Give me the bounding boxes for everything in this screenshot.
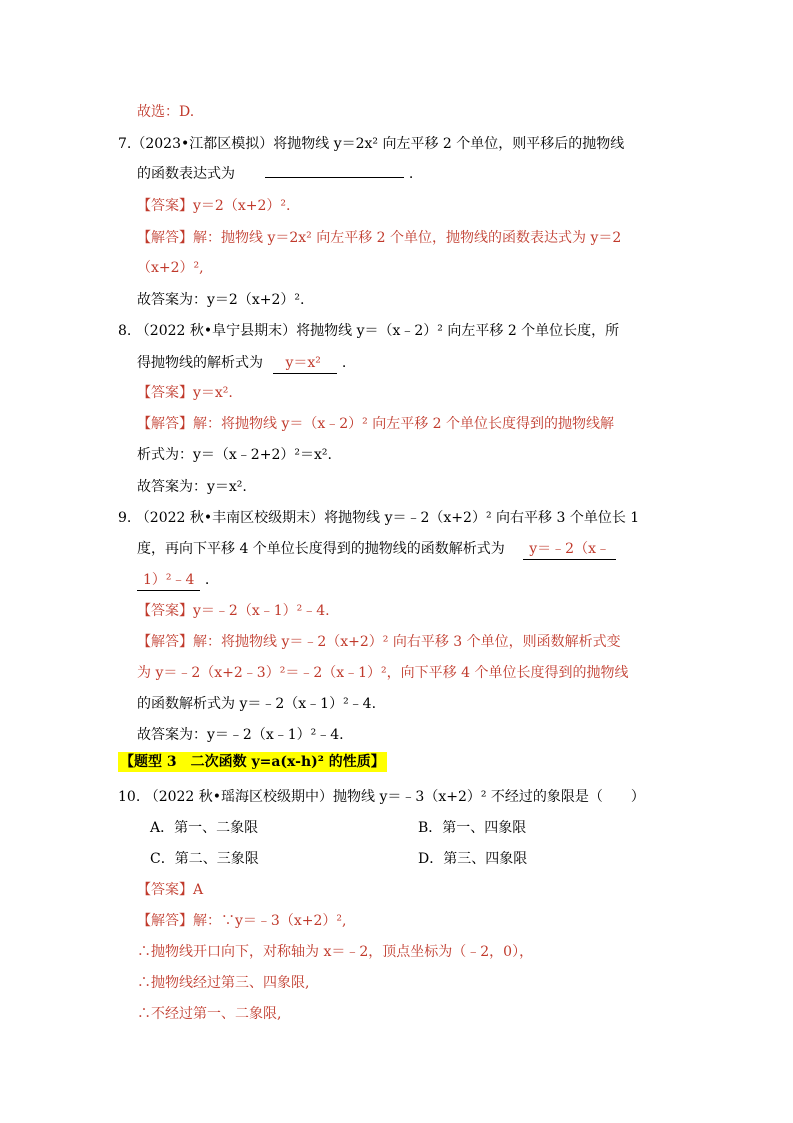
option-d: D．第三、四象限 [418, 851, 528, 867]
question-9-prompt: 度，再向下平移 4 个单位长度得到的抛物线的函数解析式为 [137, 541, 505, 557]
question-8-prompt: 得抛物线的解析式为 [137, 355, 263, 371]
question-7-line1: 7.（2023•江都区模拟）将抛物线 y＝2x² 向左平移 2 个单位，则平移后的抛物线 [118, 136, 625, 152]
question-9-solution-line2: 为 y＝﹣2（x+2﹣3）²＝﹣2（x﹣1）²，向下平移 4 个单位长度得到的抛物线 [137, 665, 629, 681]
option-c: C．第二、三象限 [150, 851, 259, 867]
option-b: B．第一、四象限 [418, 820, 527, 836]
question-9-solution-line1: 【解答】解：将抛物线 y＝﹣2（x+2）² 向右平移 3 个单位，则函数解析式变 [137, 634, 621, 650]
question-8-solution-line1: 【解答】解：将抛物线 y＝（x﹣2）² 向左平移 2 个单位长度得到的抛物线解 [137, 416, 615, 432]
question-9-line1: 9. （2022 秋•丰南区校级期末）将抛物线 y＝﹣2（x+2）² 向右平移 3 个单位长 1 [118, 510, 640, 526]
section-heading: 【题型 3 二次函数 y=a(x-h)² 的性质】 [120, 754, 385, 770]
choice-line: 故选：D. [137, 104, 195, 120]
question-7-final: 故答案为：y＝2（x+2）². [137, 292, 305, 308]
answer-blank: y＝x² [273, 353, 337, 374]
question-10-solution-line2: ∴抛物线开口向下，对称轴为 x＝﹣2，顶点坐标为（﹣2，0）， [137, 944, 534, 960]
question-8-period: . [341, 355, 347, 371]
question-9-final: 故答案为：y＝﹣2（x﹣1）²﹣4. [137, 727, 344, 743]
question-7-line2 [137, 164, 413, 184]
question-9-line3 [137, 570, 209, 591]
question-7-prompt: 的函数表达式为 [137, 166, 235, 182]
answer-blank [265, 177, 404, 178]
question-8-final: 故答案为：y＝x². [137, 479, 247, 495]
question-7-answer: 【答案】y＝2（x+2）². [137, 198, 291, 214]
question-8-answer: 【答案】y＝x². [137, 385, 233, 401]
question-9-solution-line3: 的函数解析式为 y＝﹣2（x﹣1）²﹣4. [137, 696, 377, 712]
question-9-answer: 【答案】y＝﹣2（x﹣1）²﹣4. [137, 603, 330, 619]
question-10-answer: 【答案】A [137, 882, 204, 898]
question-10-solution-line4: ∴不经过第一、二象限, [137, 1006, 282, 1022]
question-8-line1: 8. （2022 秋•阜宁县期末）将抛物线 y＝（x﹣2）² 向左平移 2 个单位长度，所 [118, 323, 620, 339]
question-10-solution-line1: 【解答】解：∵y＝﹣3（x+2）², [137, 913, 347, 929]
answer-blank-part2: 1）²﹣4 [137, 570, 200, 591]
question-8-solution-line2: 析式为：y＝（x﹣2+2）²＝x². [137, 447, 332, 463]
question-7-solution-line2: （x+2）², [137, 260, 204, 276]
option-a: A．第一、二象限 [150, 820, 259, 836]
question-10-solution-line3: ∴抛物线经过第三、四象限, [137, 975, 310, 991]
question-7-solution-line1: 【解答】解：抛物线 y＝2x² 向左平移 2 个单位，抛物线的函数表达式为 y＝2 [137, 230, 622, 246]
question-9-line2 [137, 539, 616, 560]
answer-blank-part1: y＝﹣2（x﹣ [523, 539, 616, 560]
question-9-period: . [204, 572, 210, 588]
question-7-period: . [408, 166, 414, 182]
question-10: 10. （2022 秋•瑶海区校级期中）抛物线 y＝﹣3（x+2）² 不经过的象限是（ ） [118, 789, 645, 805]
question-8-line2 [137, 353, 346, 374]
